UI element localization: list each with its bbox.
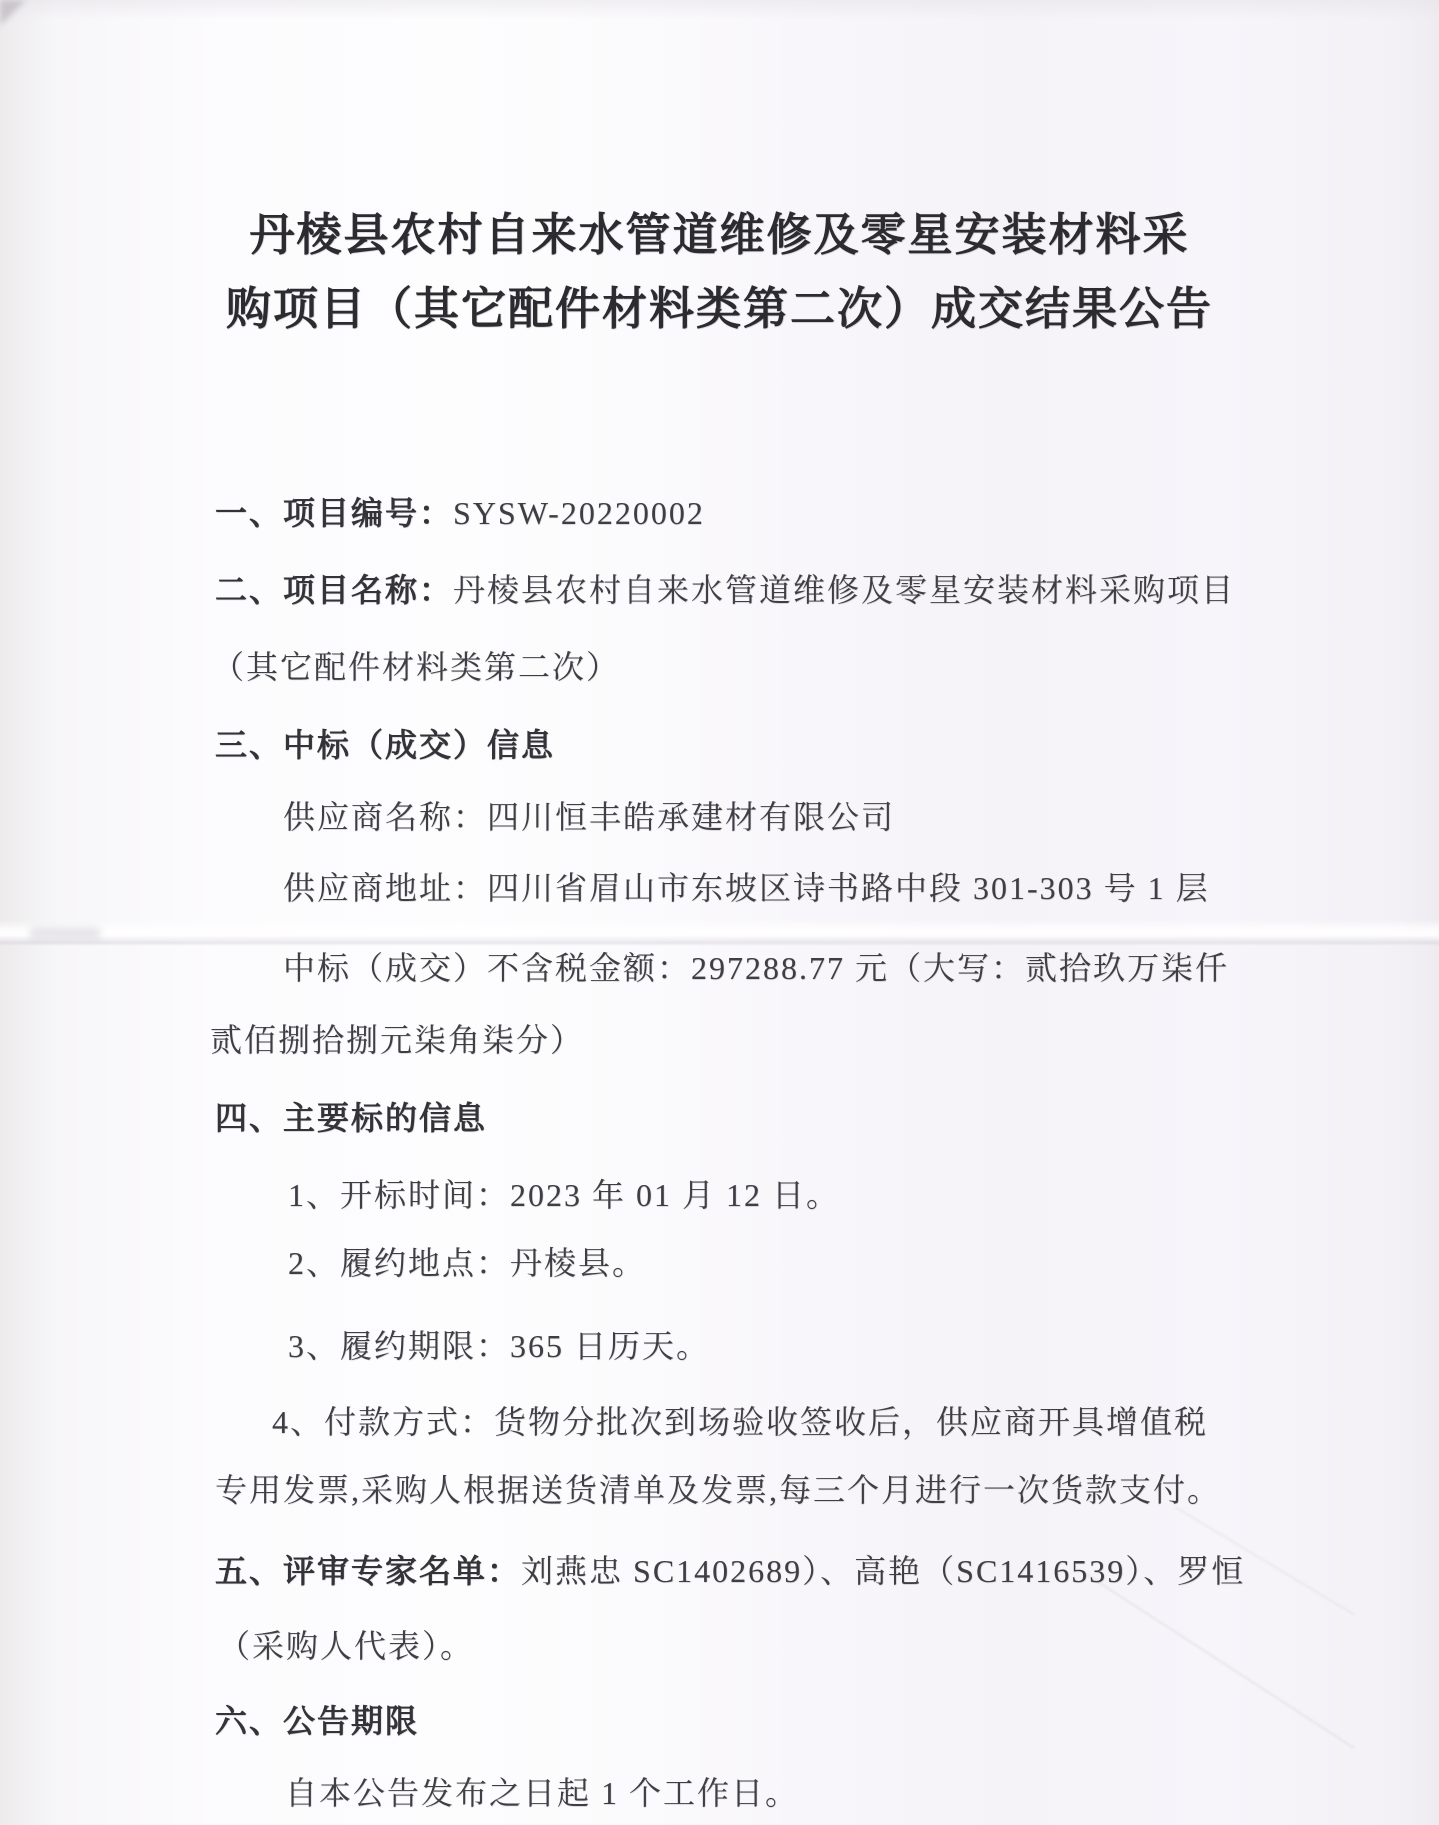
line-award-amount-cont: [210, 1020, 584, 1060]
line-expert-list-cont: [218, 1626, 474, 1666]
line-text: 供应商地址：四川省眉山市东坡区诗书路中段 301-303 号 1 层: [283, 870, 1210, 906]
line-supplier-name: [283, 797, 895, 837]
line-text: 丹棱县农村自来水管道维修及零星安装材料采购项目: [453, 572, 1236, 608]
line-label: 五、评审专家名单：: [215, 1553, 522, 1589]
line-text: 自本公告发布之日起 1 个工作日。: [285, 1775, 800, 1811]
line-text: 专用发票,采购人根据送货清单及发票,每三个月进行一次货款支付。: [215, 1472, 1222, 1508]
announcement-title-line-1: 丹棱县农村自来水管道维修及零星安装材料采: [249, 210, 1190, 260]
announcement-title-line-2: 购项目（其它配件材料类第二次）成交结果公告: [225, 284, 1213, 334]
scan-scratch: [1085, 1573, 1354, 1749]
line-supplier-address: [283, 868, 1210, 908]
line-text: 4、付款方式：货物分批次到场验收签收后，供应商开具增值税: [272, 1404, 1209, 1440]
line-label: 六、公告期限: [215, 1703, 420, 1739]
line-label: 四、主要标的信息: [215, 1100, 488, 1136]
scan-corner-shade: [0, 0, 26, 26]
line-label: 二、项目名称：: [215, 572, 454, 608]
heading-award-info: [215, 725, 555, 765]
line-text: 3、履约期限：365 日历天。: [288, 1328, 711, 1364]
line-text: 贰佰捌拾捌元柒角柒分）: [210, 1022, 585, 1058]
line-text: 1、开标时间：2023 年 01 月 12 日。: [288, 1177, 841, 1213]
line-label: 一、项目编号：: [215, 495, 454, 531]
scan-fold-line: [0, 920, 1439, 946]
line-performance-period: [288, 1326, 710, 1366]
line-text: 2、履约地点：丹棱县。: [288, 1245, 647, 1281]
line-bid-opening-time: [288, 1175, 840, 1215]
line-performance-location: [288, 1243, 646, 1283]
heading-subject-info: [215, 1098, 487, 1138]
line-text: （采购人代表）。: [218, 1628, 475, 1664]
line-project-name-cont: [212, 647, 620, 687]
line-text: SYSW-20220002: [453, 495, 705, 531]
line-payment-method: [272, 1402, 1208, 1442]
line-payment-method-cont: [215, 1470, 1221, 1510]
line-text: （其它配件材料类第二次）: [212, 649, 621, 685]
line-text: 供应商名称：四川恒丰皓承建材有限公司: [283, 799, 896, 835]
heading-announcement-period: [215, 1701, 419, 1741]
line-project-number: [215, 493, 705, 533]
line-award-amount: [283, 948, 1229, 988]
line-text: 刘燕忠 SC1402689）、高艳（SC1416539）、罗恒: [521, 1553, 1246, 1589]
scan-fold-smudge: [30, 928, 100, 938]
line-announcement-period-value: [285, 1773, 799, 1813]
line-label: 三、中标（成交）信息: [215, 727, 556, 763]
line-project-name: [215, 570, 1235, 610]
line-text: 中标（成交）不含税金额：297288.77 元（大写：贰拾玖万柒仟: [283, 950, 1230, 986]
line-expert-list: [215, 1551, 1245, 1591]
